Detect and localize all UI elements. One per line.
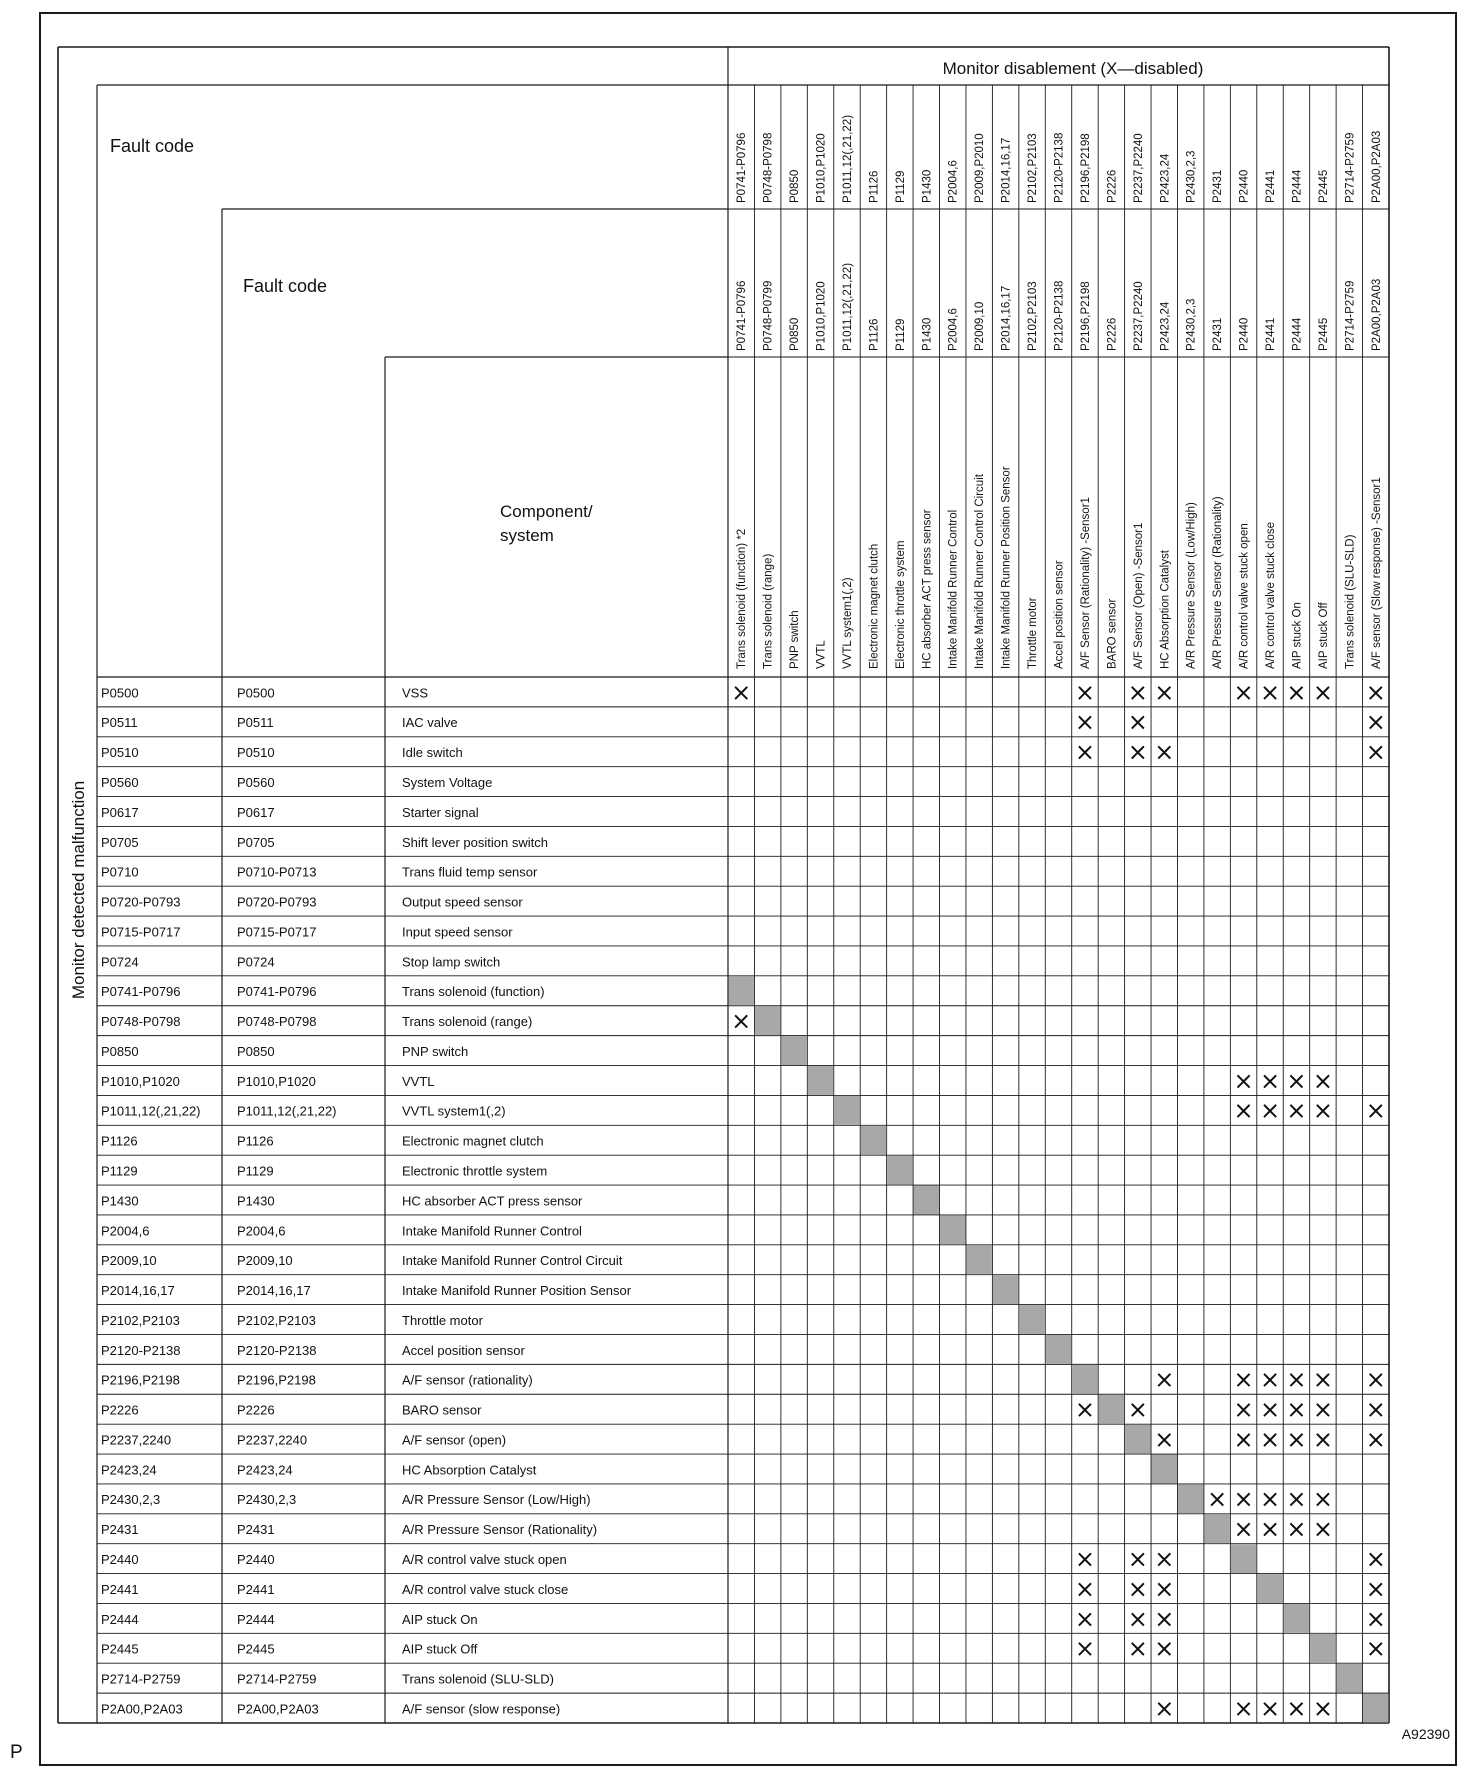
row-system-label: Trans solenoid (SLU-SLD)	[402, 1671, 554, 1687]
row-system-label: VSS	[402, 685, 429, 701]
column-code-top: P2004,6	[947, 160, 960, 203]
row-code-outer: P0560	[101, 774, 139, 790]
row-code-outer: P0705	[101, 834, 139, 850]
disabled-mark: ×	[1127, 1634, 1148, 1663]
disabled-mark: ×	[1127, 1395, 1148, 1424]
row-system-label: Starter signal	[402, 804, 479, 820]
column-code-top: P1430	[921, 169, 934, 203]
shaded-diagonal-cell	[1019, 1305, 1044, 1334]
column-code-top: P2102,P2103	[1027, 133, 1040, 203]
column-code-bottom: P2444	[1291, 317, 1304, 351]
disabled-mark: ×	[1233, 1694, 1254, 1723]
shaded-diagonal-cell	[940, 1215, 965, 1244]
row-system-label: Electronic magnet clutch	[402, 1133, 544, 1149]
disabled-mark: ×	[1365, 1365, 1386, 1394]
row-code-outer: P0500	[101, 685, 139, 701]
disabled-mark: ×	[1286, 1515, 1307, 1544]
column-system-label: VVTL system1(,2)	[841, 577, 854, 669]
row-system-label: PNP switch	[402, 1043, 469, 1059]
row-system-label: A/R control valve stuck close	[402, 1581, 569, 1597]
shaded-diagonal-cell	[1178, 1484, 1203, 1513]
row-code-outer: P2102,P2103	[101, 1312, 180, 1328]
shaded-diagonal-cell	[1125, 1425, 1150, 1454]
column-code-bottom: P1011,12(,21,22)	[841, 262, 854, 351]
row-code-outer: P0741-P0796	[101, 984, 181, 1000]
column-system-label: A/R control valve stuck open	[1238, 523, 1251, 669]
column-system-label: A/F Sensor (Open) -Sensor1	[1132, 522, 1145, 669]
side-label: Monitor detected malfunction	[69, 780, 88, 1000]
column-code-bottom: P2009,10	[974, 301, 987, 351]
row-system-label: HC absorber ACT press sensor	[402, 1193, 583, 1209]
disabled-mark: ×	[1154, 1365, 1175, 1394]
column-system-label: AIP stuck Off	[1317, 602, 1330, 669]
column-code-top: P2440	[1238, 169, 1251, 203]
disabled-mark: ×	[1074, 1604, 1095, 1633]
row-system-label: A/R Pressure Sensor (Low/High)	[402, 1492, 591, 1508]
disabled-mark: ×	[1286, 1096, 1307, 1125]
row-code-inner: P2441	[237, 1581, 275, 1597]
disabled-mark: ×	[1312, 1066, 1333, 1095]
column-code-top: P0741-P0796	[736, 132, 749, 203]
shaded-diagonal-cell	[1337, 1664, 1362, 1693]
disabled-mark: ×	[1074, 678, 1095, 707]
row-code-inner: P1126	[237, 1133, 274, 1149]
column-system-label: Electronic throttle system	[894, 540, 907, 669]
disabled-mark: ×	[1312, 1515, 1333, 1544]
component-label-line2: system	[500, 526, 554, 545]
disabled-mark: ×	[1233, 1365, 1254, 1394]
column-code-top: P1126	[868, 170, 881, 203]
column-code-bottom: P2431	[1212, 317, 1225, 351]
row-system-label: Input speed sensor	[402, 924, 513, 940]
row-system-label: Intake Manifold Runner Position Sensor	[402, 1283, 632, 1299]
row-code-inner: P0741-P0796	[237, 984, 317, 1000]
component-label-line1: Component/	[500, 502, 593, 521]
column-code-top: P2009,P2010	[974, 133, 987, 203]
column-code-bottom: P2226	[1106, 317, 1119, 351]
column-system-label: Trans solenoid (SLU-SLD)	[1344, 534, 1357, 669]
disabled-mark: ×	[1233, 1425, 1254, 1454]
row-system-label: BARO sensor	[402, 1402, 482, 1418]
row-code-inner: P2440	[237, 1552, 275, 1568]
row-code-inner: P2444	[237, 1611, 275, 1627]
disabled-mark: ×	[1154, 1604, 1175, 1633]
column-code-top: P2A00,P2A03	[1370, 130, 1383, 203]
column-code-bottom: P1129	[894, 318, 907, 351]
disabled-mark: ×	[1365, 708, 1386, 737]
row-code-outer: P2226	[101, 1402, 139, 1418]
disabled-mark: ×	[1365, 1634, 1386, 1663]
disabled-mark: ×	[1365, 738, 1386, 767]
row-code-inner: P1010,P1020	[237, 1073, 316, 1089]
shaded-diagonal-cell	[834, 1096, 859, 1125]
column-code-bottom: P0748-P0799	[762, 280, 775, 351]
column-code-bottom: P2120-P2138	[1053, 280, 1066, 351]
row-code-outer: P0850	[101, 1043, 139, 1059]
column-code-top: P2237,P2240	[1132, 133, 1145, 203]
disabled-mark: ×	[1154, 1694, 1175, 1723]
shaded-diagonal-cell	[755, 1006, 780, 1035]
disabled-mark: ×	[731, 678, 752, 707]
disabled-mark: ×	[1286, 1694, 1307, 1723]
column-code-bottom: P1430	[921, 317, 934, 351]
disabled-mark: ×	[1154, 1425, 1175, 1454]
disabled-mark: ×	[1259, 1694, 1281, 1723]
disabled-mark: ×	[1365, 1096, 1386, 1125]
row-system-label: AIP stuck Off	[402, 1641, 478, 1657]
row-code-outer: P2A00,P2A03	[101, 1701, 183, 1717]
disabled-mark: ×	[1154, 738, 1175, 767]
column-system-label: Electronic magnet clutch	[868, 543, 881, 669]
row-system-label: HC Absorption Catalyst	[402, 1462, 537, 1478]
column-code-top: P2423,24	[1159, 153, 1172, 203]
disabled-mark: ×	[1312, 678, 1333, 707]
row-code-outer: P0510	[101, 745, 139, 761]
column-code-top: P2430,2,3	[1185, 150, 1198, 203]
disabled-mark: ×	[1259, 1365, 1281, 1394]
disabled-mark: ×	[1259, 1066, 1281, 1095]
row-code-inner: P2196,P2198	[237, 1372, 316, 1388]
row-code-outer: P0617	[101, 804, 139, 820]
row-code-outer: P2431	[101, 1522, 139, 1538]
column-code-bottom: P2102,P2103	[1027, 281, 1040, 351]
disabled-mark: ×	[1312, 1485, 1333, 1514]
disabled-mark: ×	[1286, 1425, 1307, 1454]
disabled-mark: ×	[1074, 1634, 1095, 1663]
column-code-top: P2120-P2138	[1053, 132, 1066, 203]
row-code-outer: P0720-P0793	[101, 894, 181, 910]
column-code-bottom: P1126	[868, 318, 881, 351]
row-code-inner: P2445	[237, 1641, 275, 1657]
row-system-label: A/F sensor (open)	[402, 1432, 507, 1448]
shaded-diagonal-cell	[1231, 1544, 1256, 1573]
shaded-diagonal-cell	[966, 1245, 991, 1274]
shaded-diagonal-cell	[914, 1186, 939, 1215]
column-code-top: P1011,12(,21,22)	[841, 114, 854, 203]
row-code-inner: P0748-P0798	[237, 1014, 317, 1030]
disabled-mark: ×	[1154, 1544, 1175, 1573]
row-code-outer: P2237,2240	[101, 1432, 172, 1448]
column-code-bottom: P2430,2,3	[1185, 298, 1198, 351]
row-system-label: A/R control valve stuck open	[402, 1552, 567, 1568]
row-code-inner: P2004,6	[237, 1223, 286, 1239]
column-system-label: Intake Manifold Runner Control	[947, 509, 960, 669]
row-code-outer: P1126	[101, 1133, 138, 1149]
row-system-label: Accel position sensor	[402, 1342, 525, 1358]
row-system-label: Trans solenoid (function)	[402, 984, 545, 1000]
row-system-label: System Voltage	[402, 774, 493, 790]
disabled-mark: ×	[1074, 1544, 1095, 1573]
shaded-diagonal-cell	[887, 1156, 912, 1185]
row-code-outer: P1129	[101, 1163, 138, 1179]
row-code-inner: P2430,2,3	[237, 1492, 297, 1508]
row-code-outer: P2430,2,3	[101, 1492, 161, 1508]
disabled-mark: ×	[1259, 678, 1281, 707]
row-code-outer: P0710	[101, 864, 139, 880]
row-system-label: Electronic throttle system	[402, 1163, 548, 1179]
row-code-inner: P0715-P0717	[237, 924, 317, 940]
column-code-bottom: P2423,24	[1159, 301, 1172, 351]
disabled-mark: ×	[1365, 1574, 1386, 1603]
disabled-mark: ×	[1365, 1544, 1386, 1573]
disabled-mark: ×	[1259, 1425, 1281, 1454]
disabled-mark: ×	[1312, 1425, 1333, 1454]
table-text	[101, 115, 1386, 1723]
disabled-mark: ×	[1365, 678, 1386, 707]
disabled-mark: ×	[1233, 678, 1254, 707]
row-code-outer: P0748-P0798	[101, 1014, 181, 1030]
disabled-mark: ×	[1074, 708, 1095, 737]
row-code-inner: P0724	[237, 954, 275, 970]
row-system-label: A/F sensor (slow response)	[402, 1701, 561, 1717]
shaded-diagonal-cell	[1046, 1335, 1071, 1364]
disabled-mark: ×	[1154, 1634, 1175, 1663]
row-code-inner: P0617	[237, 804, 275, 820]
disabled-mark: ×	[1365, 1604, 1386, 1633]
disabled-mark: ×	[1312, 1395, 1333, 1424]
shaded-diagonal-cell	[781, 1036, 806, 1065]
column-system-label: HC Absorption Catalyst	[1159, 550, 1172, 669]
disabled-mark: ×	[1259, 1515, 1281, 1544]
column-code-bottom: P2445	[1317, 317, 1330, 351]
column-code-top: P0850	[789, 169, 802, 203]
shaded-diagonal-cell	[808, 1066, 833, 1095]
disabled-mark: ×	[1127, 738, 1148, 767]
disabled-mark: ×	[1286, 678, 1307, 707]
row-code-outer: P1010,P1020	[101, 1073, 180, 1089]
column-system-label: Intake Manifold Runner Control Circuit	[974, 474, 987, 669]
column-code-bottom: P2441	[1265, 317, 1278, 351]
disabled-mark: ×	[1233, 1485, 1254, 1514]
disabled-mark: ×	[1127, 1574, 1148, 1603]
row-code-inner: P2423,24	[237, 1462, 293, 1478]
shaded-diagonal-cell	[993, 1275, 1018, 1304]
disabled-mark: ×	[1127, 678, 1148, 707]
row-code-inner: P0705	[237, 834, 275, 850]
column-system-label: AIP stuck On	[1291, 602, 1304, 669]
column-code-top: P2226	[1106, 169, 1119, 203]
row-code-inner: P2237,2240	[237, 1432, 308, 1448]
column-system-label: A/R Pressure Sensor (Low/High)	[1185, 502, 1198, 669]
row-code-outer: P2444	[101, 1611, 139, 1627]
shaded-diagonal-cell	[729, 976, 754, 1005]
row-code-inner: P0500	[237, 685, 275, 701]
disabled-mark: ×	[731, 1007, 752, 1036]
column-system-label: A/F sensor (Slow response) -Sensor1	[1370, 477, 1383, 669]
figure-id: A92390	[1401, 1726, 1450, 1742]
fault-code-inner-label: Fault code	[243, 276, 328, 296]
disabled-mark: ×	[1233, 1066, 1254, 1095]
column-code-top: P1010,P1020	[815, 133, 828, 203]
row-code-outer: P2445	[101, 1641, 139, 1657]
row-code-outer: P2120-P2138	[101, 1342, 181, 1358]
row-system-label: Throttle motor	[402, 1312, 483, 1328]
shaded-diagonal-cell	[1204, 1514, 1229, 1543]
row-code-inner: P2714-P2759	[237, 1671, 317, 1687]
disabled-mark: ×	[1286, 1485, 1307, 1514]
column-system-label: A/R control valve stuck close	[1265, 521, 1278, 669]
shaded-diagonal-cell	[1152, 1455, 1177, 1484]
column-code-bottom: P0850	[789, 317, 802, 351]
disabled-mark: ×	[1233, 1515, 1254, 1544]
column-system-label: Intake Manifold Runner Position Sensor	[1000, 466, 1013, 669]
row-code-outer: P1011,12(,21,22)	[101, 1103, 201, 1119]
row-system-label: Intake Manifold Runner Control Circuit	[402, 1253, 623, 1269]
column-system-label: VVTL	[815, 640, 828, 669]
row-code-inner: P0710-P0713	[237, 864, 317, 880]
disabled-mark: ×	[1074, 1395, 1095, 1424]
shaded-diagonal-cell	[1099, 1395, 1124, 1424]
row-code-inner: P1129	[237, 1163, 274, 1179]
column-system-label: Trans solenoid (function) *2	[736, 528, 749, 669]
column-system-label: BARO sensor	[1106, 598, 1119, 669]
row-system-label: AIP stuck On	[402, 1611, 478, 1627]
row-code-outer: P2423,24	[101, 1462, 157, 1478]
row-code-outer: P2441	[101, 1581, 139, 1597]
disabled-mark: ×	[1259, 1485, 1281, 1514]
column-system-label: A/R Pressure Sensor (Rationality)	[1212, 496, 1225, 669]
column-system-label: A/F Sensor (Rationality) -Sensor1	[1079, 497, 1092, 669]
row-code-inner: P1011,12(,21,22)	[237, 1103, 337, 1119]
row-system-label: Trans solenoid (range)	[402, 1014, 533, 1030]
column-code-top: P2196,P2198	[1079, 133, 1092, 203]
disabled-mark: ×	[1312, 1096, 1333, 1125]
disabled-mark: ×	[1074, 738, 1095, 767]
column-code-bottom: P2440	[1238, 317, 1251, 351]
row-code-outer: P0715-P0717	[101, 924, 181, 940]
column-system-label: Accel position sensor	[1053, 560, 1066, 669]
row-code-inner: P2226	[237, 1402, 275, 1418]
column-code-bottom: P1010,P1020	[815, 281, 828, 351]
column-system-label: Trans solenoid (range)	[762, 553, 775, 669]
column-code-top: P2431	[1212, 169, 1225, 203]
column-code-top: P2014,16,17	[1000, 137, 1013, 203]
disabled-mark: ×	[1207, 1485, 1228, 1514]
shaded-diagonal-cell	[1284, 1604, 1309, 1633]
disabled-mark: ×	[1286, 1395, 1307, 1424]
row-system-label: Stop lamp switch	[402, 954, 501, 970]
disabled-mark: ×	[1074, 1574, 1095, 1603]
row-code-inner: P0850	[237, 1043, 275, 1059]
row-system-label: VVTL system1(,2)	[402, 1103, 506, 1119]
row-code-outer: P2004,6	[101, 1223, 150, 1239]
shaded-diagonal-cell	[1310, 1634, 1335, 1663]
shaded-diagonal-cell	[1072, 1365, 1097, 1394]
monitor-title: Monitor disablement (X—disabled)	[942, 59, 1204, 78]
row-code-outer: P1430	[101, 1193, 139, 1209]
disabled-mark: ×	[1259, 1395, 1281, 1424]
column-code-bottom: P0741-P0796	[736, 280, 749, 351]
column-code-top: P2714-P2759	[1344, 132, 1357, 203]
row-code-inner: P1430	[237, 1193, 275, 1209]
row-code-inner: P0511	[237, 715, 274, 731]
row-code-outer: P2440	[101, 1552, 139, 1568]
column-code-top: P2444	[1291, 169, 1304, 203]
column-code-top: P2445	[1317, 169, 1330, 203]
row-code-inner: P2431	[237, 1522, 275, 1538]
disabled-mark: ×	[1312, 1365, 1333, 1394]
column-system-label: PNP switch	[789, 610, 802, 669]
column-code-bottom: P2196,P2198	[1079, 281, 1092, 351]
row-system-label: A/F sensor (rationality)	[402, 1372, 533, 1388]
row-system-label: Intake Manifold Runner Control	[402, 1223, 582, 1239]
footer-left-letter: P	[10, 1742, 23, 1763]
row-code-inner: P0510	[237, 745, 275, 761]
disabled-mark: ×	[1259, 1096, 1281, 1125]
disabled-mark: ×	[1127, 1544, 1148, 1573]
disabled-mark: ×	[1286, 1365, 1307, 1394]
fault-code-outer-label: Fault code	[110, 136, 195, 156]
disabled-mark: ×	[1286, 1066, 1307, 1095]
disabled-mark: ×	[1127, 1604, 1148, 1633]
disabled-mark: ×	[1154, 1574, 1175, 1603]
row-code-inner: P2120-P2138	[237, 1342, 317, 1358]
column-code-bottom: P2004,6	[947, 308, 960, 351]
column-code-bottom: P2014,16,17	[1000, 285, 1013, 351]
column-system-label: Throttle motor	[1027, 597, 1040, 669]
row-system-label: VVTL	[402, 1073, 435, 1089]
row-system-label: IAC valve	[402, 715, 458, 731]
row-code-inner: P0720-P0793	[237, 894, 317, 910]
disabled-mark: ×	[1312, 1694, 1333, 1723]
row-code-inner: P2A00,P2A03	[237, 1701, 319, 1717]
shaded-diagonal-cell	[861, 1126, 886, 1155]
row-code-inner: P2102,P2103	[237, 1312, 316, 1328]
row-system-label: Shift lever position switch	[402, 834, 548, 850]
row-code-inner: P0560	[237, 774, 275, 790]
row-system-label: Idle switch	[402, 745, 463, 761]
row-code-inner: P2009,10	[237, 1253, 293, 1269]
row-code-outer: P2196,P2198	[101, 1372, 180, 1388]
row-system-label: Output speed sensor	[402, 894, 523, 910]
disabled-mark: ×	[1365, 1395, 1386, 1424]
shaded-diagonal-cell	[1257, 1574, 1282, 1603]
disabled-mark: ×	[1127, 708, 1148, 737]
row-code-outer: P0511	[101, 715, 138, 731]
column-code-top: P1129	[894, 170, 907, 203]
disabled-mark: ×	[1365, 1425, 1386, 1454]
column-code-bottom: P2A00,P2A03	[1370, 278, 1383, 351]
row-system-label: Trans fluid temp sensor	[402, 864, 538, 880]
row-code-inner: P2014,16,17	[237, 1283, 311, 1299]
row-code-outer: P2714-P2759	[101, 1671, 181, 1687]
shaded-diagonal-cell	[1363, 1694, 1388, 1723]
column-code-bottom: P2237,P2240	[1132, 281, 1145, 351]
column-code-bottom: P2714-P2759	[1344, 280, 1357, 351]
disabled-mark: ×	[1154, 678, 1175, 707]
row-code-outer: P2014,16,17	[101, 1283, 175, 1299]
row-code-outer: P0724	[101, 954, 139, 970]
row-system-label: A/R Pressure Sensor (Rationality)	[402, 1522, 598, 1538]
column-code-top: P2441	[1265, 169, 1278, 203]
disabled-mark: ×	[1233, 1096, 1254, 1125]
disabled-mark: ×	[1233, 1395, 1254, 1424]
column-code-top: P0748-P0798	[762, 132, 775, 203]
column-system-label: HC absorber ACT press sensor	[921, 509, 934, 669]
row-code-outer: P2009,10	[101, 1253, 157, 1269]
